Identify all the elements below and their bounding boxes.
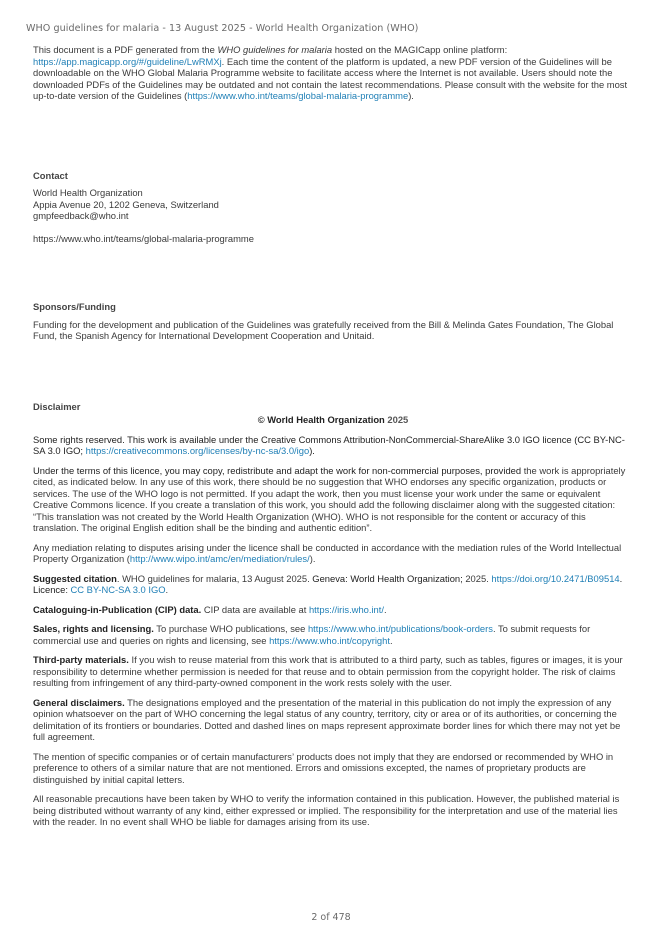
citation-year: 2025.: [462, 572, 492, 584]
general-disclaimers-text: The designations employed and the presentation of the material in this publication do not imply the expression of any opinion whatsoever on the part of WHO concerning the legal status of any country, territory, city or area or of its authorities, or concerning the delimitation of its frontiers or boundaries. Dotted and dashed lines on maps represent approximate border lines for which there may not yet be full agreement.: [33, 696, 621, 742]
citation-end: .: [165, 584, 169, 595]
general-disclaimers-paragraph: [33, 697, 633, 743]
citation-publisher: Geneva: World Health Organization;: [312, 572, 463, 584]
copyright-link[interactable]: https://www.who.int/copyright: [269, 634, 390, 646]
intro-paragraph: [33, 44, 633, 102]
copyright-year: 2025: [387, 414, 409, 425]
sales-paragraph: [33, 623, 633, 646]
intro-text-3: . Each time the content of the platform is updated, a new PDF version of the Guidelines will be downloadable on the WHO Global Malaria Programme website to facilitate access where the Internet is not available. Users should note the downloaded PDFs of the Guidelines may be outdated and not contain the latest recommendations. Please consult with the website for the most up-to-date version of the Guidelines (: [33, 55, 628, 101]
sales-text-2: . To submit requests for commercial use and queries on rights and licensing, see: [33, 623, 591, 646]
citation-licence-link[interactable]: CC BY-NC-SA 3.0 IGO: [70, 584, 166, 595]
copyright-prefix: © World Health Organization: [257, 414, 388, 425]
terms-paragraph: [33, 465, 633, 534]
rights-end: ).: [309, 445, 315, 456]
iris-link[interactable]: https://iris.who.int/: [308, 603, 384, 615]
rights-paragraph: [33, 434, 633, 457]
intro-text-1: This document is a PDF generated from the: [33, 44, 218, 55]
contact-heading: Contact: [33, 169, 68, 181]
disclaimer-heading: Disclaimer: [33, 400, 81, 412]
contact-email: gmpfeedback@who.int: [33, 210, 129, 221]
gmp-link[interactable]: https://www.who.int/teams/global-malaria-programme: [187, 90, 409, 101]
contact-website: https://www.who.int/teams/global-malaria-programme: [33, 232, 254, 244]
sponsors-heading: Sponsors/Funding: [33, 301, 116, 312]
cip-end: .: [383, 603, 387, 615]
copyright-line: [33, 414, 633, 426]
intro-text-2: hosted on the MAGICapp online platform:: [332, 44, 508, 55]
contact-address: Appia Avenue 20, 1202 Geneva, Switzerland: [33, 198, 219, 210]
contact-section: [33, 170, 633, 245]
terms-lead: Under the terms of this licence, you may copy, redistribute and adapt the work for non-commercial purposes, provided: [33, 464, 522, 476]
contact-org: World Health Organization: [33, 187, 143, 198]
sponsors-text: Funding for the development and publication of the Guidelines was gratefully received from the Bill & Melinda Gates Foundation, The Global Fund, the Spanish Agency for International Development Cooperation and Unitaid.: [33, 318, 614, 341]
precautions-paragraph: All reasonable precautions have been taken by WHO to verify the information contained in this publication. However, the published material is being distributed without warranty of any kind, either expressed or implied. The responsibility for the interpretation and use of the material lies with the reader. In no event shall WHO be liable for damages arising from its use.: [33, 793, 620, 827]
page-content: [33, 44, 633, 828]
sales-label: Sales, rights and licensing.: [33, 623, 154, 634]
cc-licence-link[interactable]: https://creativecommons.org/licenses/by-nc-sa/3.0/igo: [85, 445, 310, 456]
mediation-text: Any mediation relating to disputes arising under the licence shall be conducted in accordance with the mediation rules of the World Intellectual Property Organization (: [33, 541, 622, 564]
citation-licence-label: . Licence:: [33, 572, 623, 595]
third-party-label: Third-party materials.: [33, 654, 129, 665]
citation-label: Suggested citation: [33, 572, 117, 584]
cip-text: CIP data are available at: [201, 603, 309, 615]
intro-text-4: ).: [408, 90, 414, 101]
cip-paragraph: [33, 604, 633, 616]
disclaimer-section: [33, 401, 633, 828]
sales-text-1: To purchase WHO publications, see: [153, 623, 308, 634]
mention-paragraph: The mention of specific companies or of certain manufacturers’ products does not imply that they are endorsed or recommended by WHO in preference to others of a similar nature that are not mentioned. Errors and omissions excepted, the names of proprietary products are distinguished by initial capital letters.: [33, 750, 614, 785]
rights-text: Some rights reserved. This work is available under the Creative Commons Attribution-NonCommercial-ShareAlike 3.0 IGO licence (CC BY-NC-SA 3.0 IGO;: [33, 433, 625, 456]
sponsors-section: [33, 301, 633, 342]
cip-label: Cataloguing-in-Publication (CIP) data.: [33, 603, 202, 615]
mediation-end: ).: [309, 553, 316, 564]
wipo-link[interactable]: http://www.wipo.int/amc/en/mediation/rules/: [129, 553, 310, 564]
third-party-text: If you wish to reuse material from this work that is attributed to a third party, such as tables, figures or images, it is your responsibility to determine whether permission is needed for that reuse and to obtain permission from the copyright holder. The risk of claims resulting from infringement of any third-party-owned component in the work rests solely with the user.: [33, 654, 623, 688]
terms-rest: the work is appropriately cited, as indicated below. In any use of this work, there should be no suggestion that WHO endorses any specific organization, products or services. The use of the WHO logo is not permitted. If you adapt the work, then you must license your work under the same or equivalent Creative Commons licence. If you create a translation of this work, you should add the following disclaimer along with the suggested citation: “This translation was not created by the World Health Organization (WHO). WHO is not responsible for the content or accuracy of this translation. The original English edition shall be the binding and authentic edition”.: [33, 464, 626, 533]
sales-end: .: [389, 634, 393, 646]
general-disclaimers-label: General disclaimers.: [33, 696, 125, 708]
intro-title: WHO guidelines for malaria: [217, 44, 333, 55]
mediation-paragraph: [33, 542, 633, 565]
citation-paragraph: [33, 573, 633, 596]
book-orders-link[interactable]: https://www.who.int/publications/book-orders: [307, 623, 493, 634]
magicapp-link[interactable]: https://app.magicapp.org/#/guideline/LwRMXj: [33, 55, 222, 67]
running-header: WHO guidelines for malaria - 13 August 2025 - World Health Organization (WHO): [26, 23, 419, 34]
doi-link[interactable]: https://doi.org/10.2471/B09514: [491, 572, 620, 584]
citation-text: . WHO guidelines for malaria, 13 August 2025.: [116, 572, 313, 584]
third-party-paragraph: [33, 654, 633, 689]
page-number: 2 of 478: [311, 912, 351, 923]
